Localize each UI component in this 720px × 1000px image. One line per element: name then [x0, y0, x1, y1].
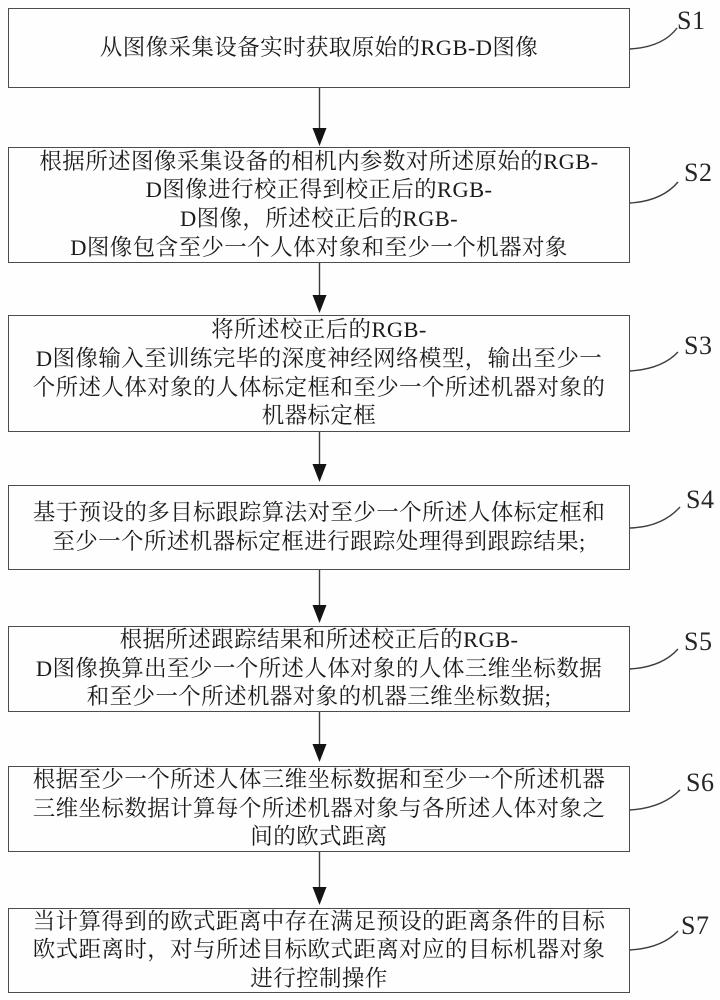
step-text-line: 基于预设的多目标跟踪算法对至少一个所述人体标定框和 [32, 499, 606, 525]
step-text-line: 机器标定框 [261, 403, 377, 429]
step-box-s3 [8, 315, 630, 432]
step-text-line: 三维坐标数据计算每个所述机器对象与各所述人体对象之 [32, 795, 606, 821]
step-text-line: 当计算得到的欧式距离中存在满足预设的距离条件的目标 [32, 908, 606, 934]
step-text-line: 间的欧式距离 [250, 824, 388, 850]
step-text-line: D图像输入至训练完毕的深度神经网络模型，输出至少一 [35, 345, 603, 371]
step-box-s2 [8, 147, 630, 263]
step-label-s7: S7 [681, 911, 710, 940]
step-text-line: 根据所述图像采集设备的相机内参数对所述原始的RGB- [39, 148, 599, 174]
step-text-line: 和至少一个所述机器对象的机器三维坐标数据; [86, 684, 552, 710]
step-text-line: 根据所述跟踪结果和所述校正后的RGB- [119, 627, 519, 653]
step-label-s4: S4 [686, 485, 715, 514]
step-box-s1 [8, 8, 630, 88]
step-label-s3: S3 [684, 331, 713, 360]
step-text-line: 进行控制操作 [250, 965, 388, 991]
step-text-line: 从图像采集设备实时获取原始的RGB-D图像 [99, 34, 539, 60]
step-text-line: 将所述校正后的RGB- [211, 317, 427, 343]
step-text-line: D图像换算出至少一个所述人体对象的人体三维坐标数据 [35, 655, 603, 681]
step-label-s1: S1 [677, 6, 706, 35]
label-leader-curve [630, 28, 680, 950]
step-text-line: 欧式距离时，对与所述目标欧式距离对应的目标机器对象 [32, 937, 606, 963]
step-text-line: 根据至少一个所述人体三维坐标数据和至少一个所述机器 [32, 767, 606, 793]
step-label-s5: S5 [684, 627, 713, 656]
step-text-line: D图像，所述校正后的RGB- [179, 206, 459, 231]
step-box-s6 [8, 766, 630, 852]
step-label-s2: S2 [684, 158, 713, 187]
step-text-line: 个所述人体对象的人体标定框和至少一个所述机器对象的 [32, 374, 606, 400]
step-box-s5 [8, 626, 630, 712]
step-box-s4 [8, 485, 630, 570]
step-text-line: 至少一个所述机器标定框进行跟踪处理得到跟踪结果; [52, 528, 586, 554]
step-label-s6: S6 [686, 768, 715, 797]
step-box-s7 [8, 908, 630, 993]
step-text-line: D图像包含至少一个人体对象和至少一个机器对象 [70, 234, 568, 260]
step-text-line: D图像进行校正得到校正后的RGB- [145, 177, 493, 203]
